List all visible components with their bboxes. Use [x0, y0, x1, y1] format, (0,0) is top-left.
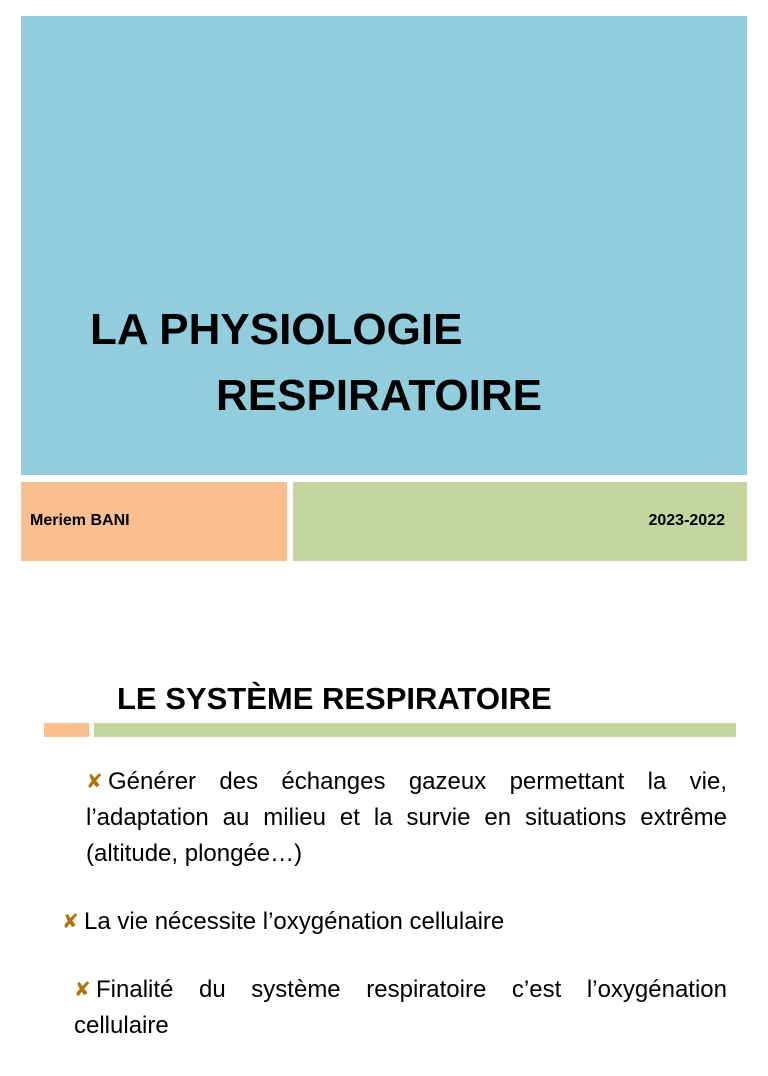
- bullet-list: [62, 764, 727, 1076]
- year-panel: [293, 482, 747, 561]
- cross-bullet-icon: ✘: [86, 771, 103, 793]
- bullet-item: [74, 972, 727, 1044]
- author-panel: [21, 482, 287, 561]
- bullet-item: [74, 764, 727, 872]
- title-line-2: RESPIRATOIRE: [216, 371, 542, 420]
- cross-bullet-icon: ✘: [74, 979, 91, 1001]
- section-heading: LE SYSTÈME RESPIRATOIRE: [117, 681, 552, 716]
- heading-accent-bar-green: [94, 723, 736, 737]
- title-line-1: LA PHYSIOLOGIE: [90, 305, 463, 354]
- cross-bullet-icon: ✘: [62, 911, 79, 933]
- bullet-text: Générer des échanges gazeux permettant la vie, l’adaptation au milieu et la survie en situations extrême (altitude, plongée…): [86, 768, 727, 867]
- bullet-text: La vie nécessite l’oxygénation cellulaire: [84, 908, 505, 935]
- academic-year: 2023-2022: [648, 512, 725, 529]
- author-name: Meriem BANI: [30, 512, 130, 529]
- bullet-item: [62, 904, 727, 940]
- heading-accent-bar-orange: [44, 723, 89, 737]
- title-banner: [21, 16, 747, 475]
- bullet-text: Finalité du système respiratoire c’est l’oxygénation cellulaire: [74, 976, 727, 1039]
